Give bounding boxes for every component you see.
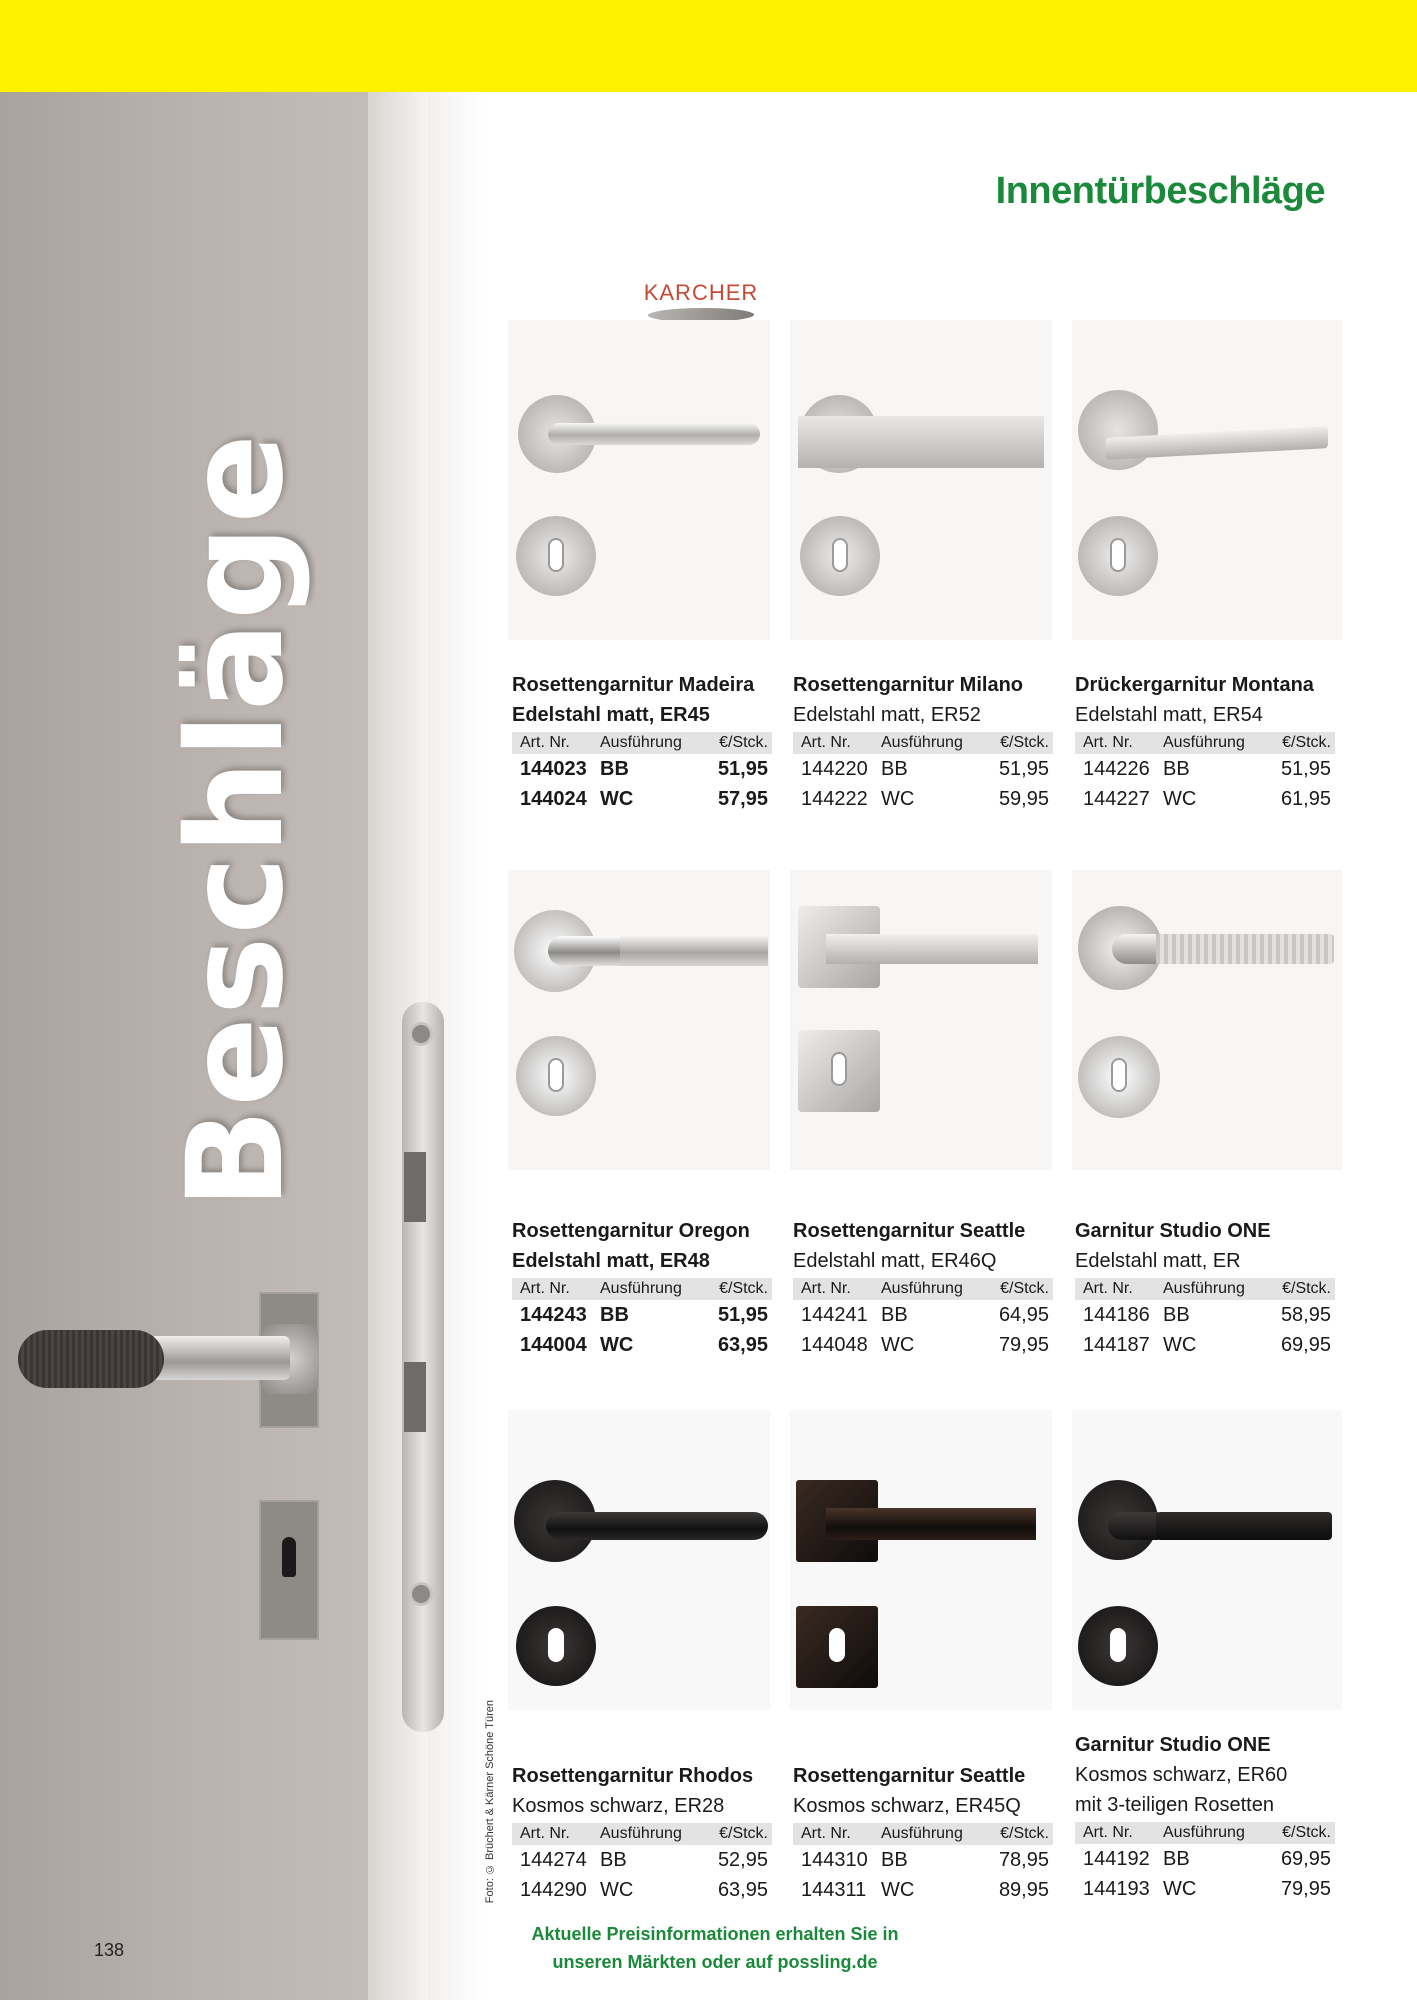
price-info-line2: unseren Märkten oder auf possling.de	[552, 1952, 878, 1972]
price: 63,95	[717, 1878, 768, 1901]
product-image	[1072, 320, 1342, 640]
col-price: €/Stck.	[719, 734, 768, 751]
ausfuehrung: BB	[881, 757, 908, 780]
col-price: €/Stck.	[1000, 1825, 1049, 1842]
lever-handle-icon	[548, 936, 630, 966]
product-material: Edelstahl matt, ER48	[512, 1250, 710, 1272]
door-bolt	[404, 1362, 426, 1432]
lever-handle-icon	[546, 1512, 768, 1540]
lever-grip-icon	[1156, 1512, 1332, 1540]
price: 89,95	[998, 1878, 1049, 1901]
col-ausfuehrung: Ausführung	[881, 1825, 963, 1842]
price: 69,95	[1280, 1847, 1331, 1870]
art-nr: 144222	[801, 787, 868, 810]
price: 52,95	[717, 1848, 768, 1871]
page-number: 138	[94, 1940, 125, 1960]
lever-handle-icon	[548, 423, 760, 445]
col-price: €/Stck.	[1000, 1280, 1049, 1297]
col-art-nr: Art. Nr.	[1083, 1824, 1133, 1841]
door-latch	[404, 1152, 426, 1222]
door-photo	[0, 92, 484, 2000]
art-nr: 144290	[520, 1878, 587, 1901]
table-row	[512, 1330, 772, 1360]
product-name: Drückergarnitur Montana	[1075, 674, 1314, 696]
product-card	[793, 670, 1053, 814]
product-name: Garnitur Studio ONE	[1075, 1220, 1271, 1242]
price: 79,95	[998, 1333, 1049, 1356]
art-nr: 144274	[520, 1848, 587, 1871]
ausfuehrung: WC	[881, 1333, 915, 1356]
keyhole-icon	[832, 538, 848, 572]
art-nr: 144193	[1083, 1877, 1150, 1900]
price-table-header	[793, 1823, 1053, 1845]
product-card	[512, 670, 772, 814]
table-row	[1075, 1844, 1335, 1874]
col-ausfuehrung: Ausführung	[881, 734, 963, 751]
product-image	[508, 320, 770, 640]
col-ausfuehrung: Ausführung	[1163, 1280, 1245, 1297]
brand-logo-line1: KARCHER	[643, 280, 759, 305]
section-title: Beschläge	[159, 432, 313, 1210]
ausfuehrung: BB	[1163, 1303, 1190, 1326]
product-material-extra: mit 3-teiligen Rosetten	[1075, 1794, 1274, 1816]
col-ausfuehrung: Ausführung	[600, 1280, 682, 1297]
lever-handle-icon	[1112, 934, 1156, 964]
ausfuehrung: WC	[600, 1333, 634, 1356]
price: 58,95	[1280, 1303, 1331, 1326]
col-art-nr: Art. Nr.	[520, 1825, 570, 1842]
price: 57,95	[717, 787, 768, 810]
keyhole-icon	[1111, 1058, 1127, 1092]
price: 51,95	[998, 757, 1049, 780]
product-name: Rosettengarnitur Seattle	[793, 1765, 1026, 1787]
price-table-header	[1075, 1822, 1335, 1844]
product-name: Rosettengarnitur Madeira	[512, 674, 755, 696]
art-nr: 144004	[520, 1333, 587, 1356]
table-row	[1075, 1874, 1335, 1904]
keyhole-icon	[548, 1628, 564, 1662]
col-art-nr: Art. Nr.	[801, 1280, 851, 1297]
ausfuehrung: WC	[1163, 1877, 1197, 1900]
photo-credit	[484, 1700, 504, 1910]
art-nr: 144310	[801, 1848, 868, 1871]
col-price: €/Stck.	[1282, 1824, 1331, 1841]
art-nr: 144220	[801, 757, 868, 780]
col-price: €/Stck.	[1000, 734, 1049, 751]
product-material: Edelstahl matt, ER	[1075, 1250, 1241, 1272]
ausfuehrung: WC	[1163, 1333, 1197, 1356]
product-image	[508, 870, 770, 1170]
price-table-header	[512, 1823, 772, 1845]
table-row	[793, 1300, 1053, 1330]
table-row	[512, 1875, 772, 1905]
table-row	[1075, 1300, 1335, 1330]
product-card	[1075, 1730, 1335, 1904]
table-row	[1075, 784, 1335, 814]
lever-handle-icon	[798, 416, 1044, 468]
table-row	[512, 754, 772, 784]
product-image	[1072, 1410, 1342, 1710]
price: 64,95	[998, 1303, 1049, 1326]
ausfuehrung: BB	[600, 1303, 629, 1326]
keyhole-icon	[548, 538, 564, 572]
product-image	[508, 1410, 770, 1710]
col-ausfuehrung: Ausführung	[600, 734, 682, 751]
price: 51,95	[717, 1303, 768, 1326]
keyhole-icon	[1110, 538, 1126, 572]
product-name: Rosettengarnitur Milano	[793, 674, 1024, 696]
top-color-bar	[0, 0, 1417, 92]
ausfuehrung: BB	[881, 1303, 908, 1326]
keyhole-icon	[282, 1537, 296, 1577]
ausfuehrung: WC	[600, 787, 634, 810]
col-ausfuehrung: Ausführung	[1163, 1824, 1245, 1841]
art-nr: 144311	[801, 1878, 867, 1901]
art-nr: 144192	[1083, 1847, 1150, 1870]
table-row	[793, 754, 1053, 784]
price: 78,95	[998, 1848, 1049, 1871]
col-price: €/Stck.	[719, 1825, 768, 1842]
table-row	[1075, 1330, 1335, 1360]
col-price: €/Stck.	[1282, 1280, 1331, 1297]
art-nr: 144241	[801, 1303, 868, 1326]
ausfuehrung: WC	[881, 787, 915, 810]
lever-handle-icon	[620, 936, 768, 966]
ausfuehrung: WC	[1163, 787, 1197, 810]
product-name: Rosettengarnitur Oregon	[512, 1220, 750, 1242]
table-row	[793, 1875, 1053, 1905]
price: 51,95	[717, 757, 768, 780]
ausfuehrung: BB	[881, 1848, 908, 1871]
table-row	[512, 1845, 772, 1875]
table-row	[793, 1330, 1053, 1360]
product-card	[512, 1761, 772, 1905]
price: 69,95	[1280, 1333, 1331, 1356]
lever-handle-icon	[826, 934, 1038, 964]
product-card	[793, 1216, 1053, 1360]
art-nr: 144048	[801, 1333, 868, 1356]
ausfuehrung: BB	[1163, 757, 1190, 780]
price-table-header	[512, 732, 772, 754]
product-name: Garnitur Studio ONE	[1075, 1734, 1271, 1756]
keyhole-icon	[1110, 1628, 1126, 1662]
col-art-nr: Art. Nr.	[1083, 1280, 1133, 1297]
price: 59,95	[998, 787, 1049, 810]
keyhole-icon	[548, 1058, 564, 1092]
handle-grip	[18, 1330, 164, 1388]
table-row	[512, 784, 772, 814]
col-art-nr: Art. Nr.	[801, 734, 851, 751]
product-image	[1072, 870, 1342, 1170]
page-heading: Innentürbeschläge	[995, 170, 1325, 212]
product-material: Kosmos schwarz, ER45Q	[793, 1795, 1021, 1817]
col-art-nr: Art. Nr.	[1083, 734, 1133, 751]
product-image	[790, 320, 1052, 640]
product-name: Rosettengarnitur Rhodos	[512, 1765, 754, 1787]
table-row	[793, 784, 1053, 814]
price-table-header	[1075, 1278, 1335, 1300]
col-art-nr: Art. Nr.	[801, 1825, 851, 1842]
price: 51,95	[1280, 757, 1331, 780]
handle-bar	[150, 1336, 290, 1380]
price-table-header	[793, 732, 1053, 754]
art-nr: 144226	[1083, 757, 1150, 780]
ausfuehrung: BB	[1163, 1847, 1190, 1870]
photo-credit-text: Foto: © Brüchert & Kärner Schöne Türen	[484, 1700, 496, 1904]
col-art-nr: Art. Nr.	[520, 1280, 570, 1297]
col-ausfuehrung: Ausführung	[1163, 734, 1245, 751]
product-material: Kosmos schwarz, ER60	[1075, 1764, 1288, 1786]
table-row	[1075, 754, 1335, 784]
art-nr: 144023	[520, 757, 587, 780]
screw-icon	[409, 1022, 433, 1046]
price: 63,95	[717, 1333, 768, 1356]
col-ausfuehrung: Ausführung	[600, 1825, 682, 1842]
screw-icon	[409, 1582, 433, 1606]
col-price: €/Stck.	[719, 1280, 768, 1297]
product-material: Kosmos schwarz, ER28	[512, 1795, 725, 1817]
product-card	[793, 1761, 1053, 1905]
table-row	[793, 1845, 1053, 1875]
price-table-header	[793, 1278, 1053, 1300]
product-card	[1075, 670, 1335, 814]
art-nr: 144243	[520, 1303, 587, 1326]
price-table-header	[512, 1278, 772, 1300]
ausfuehrung: BB	[600, 757, 629, 780]
product-image	[790, 870, 1052, 1170]
product-material: Edelstahl matt, ER46Q	[793, 1250, 997, 1272]
col-price: €/Stck.	[1282, 734, 1331, 751]
product-card	[1075, 1216, 1335, 1360]
product-name: Rosettengarnitur Seattle	[793, 1220, 1026, 1242]
price-info-note	[520, 1920, 910, 1976]
art-nr: 144227	[1083, 787, 1150, 810]
price: 79,95	[1280, 1877, 1331, 1900]
ausfuehrung: BB	[600, 1848, 627, 1871]
col-art-nr: Art. Nr.	[520, 734, 570, 751]
price-table-header	[1075, 732, 1335, 754]
product-material: Edelstahl matt, ER45	[512, 704, 710, 726]
product-material: Edelstahl matt, ER54	[1075, 704, 1263, 726]
ausfuehrung: WC	[881, 1878, 915, 1901]
price-info-line1: Aktuelle Preisinformationen erhalten Sie in	[531, 1924, 899, 1944]
table-row	[512, 1300, 772, 1330]
product-material: Edelstahl matt, ER52	[793, 704, 981, 726]
art-nr: 144024	[520, 787, 587, 810]
keyhole-icon	[829, 1628, 845, 1662]
col-ausfuehrung: Ausführung	[881, 1280, 963, 1297]
lever-grip-icon	[1156, 934, 1334, 964]
keyhole-icon	[831, 1052, 847, 1086]
art-nr: 144186	[1083, 1303, 1150, 1326]
lever-handle-icon	[1108, 1512, 1158, 1540]
product-image	[790, 1410, 1052, 1710]
product-card	[512, 1216, 772, 1360]
art-nr: 144187	[1083, 1333, 1150, 1356]
price: 61,95	[1280, 787, 1331, 810]
ausfuehrung: WC	[600, 1878, 634, 1901]
lever-handle-icon	[826, 1508, 1036, 1540]
